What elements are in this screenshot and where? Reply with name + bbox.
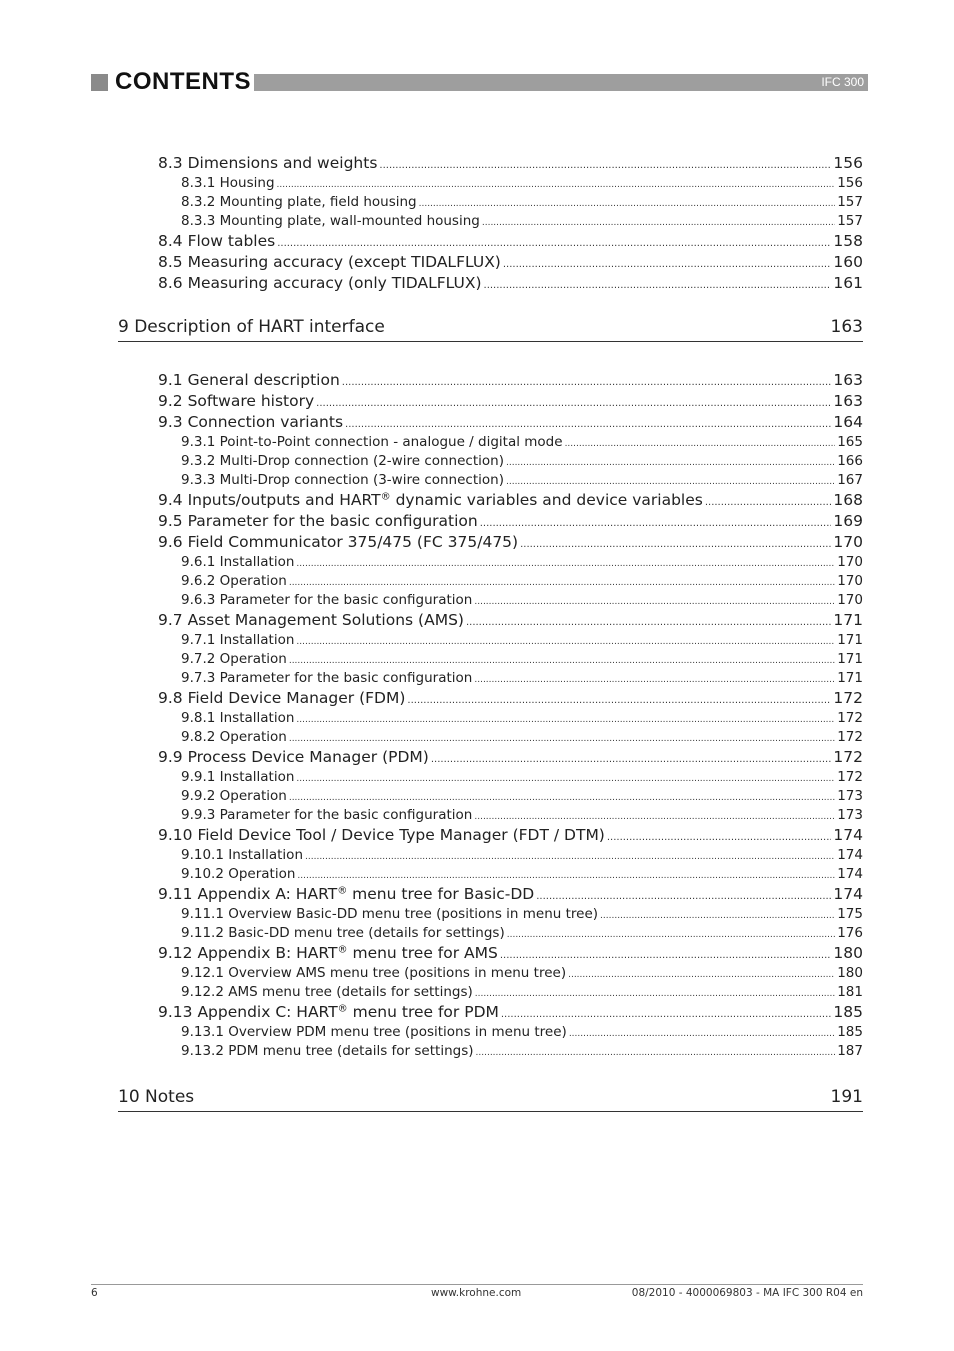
toc-page-number: 185 bbox=[833, 1003, 863, 1021]
toc-page-number: 166 bbox=[837, 453, 863, 469]
toc-entry-label bbox=[181, 728, 287, 747]
toc-entry-label bbox=[158, 747, 429, 768]
toc-subsection-entry[interactable] bbox=[181, 669, 863, 688]
toc-subsection-entry[interactable] bbox=[181, 709, 863, 728]
toc-entry-label bbox=[181, 174, 275, 193]
toc-subsection-entry[interactable] bbox=[181, 572, 863, 591]
toc-section-entry[interactable] bbox=[158, 688, 863, 709]
toc-page-number: 171 bbox=[837, 632, 863, 648]
toc-entry-text: 9.7 Asset Management Solutions (AMS) bbox=[158, 611, 464, 629]
toc-entry-text: 9.9.2 Operation bbox=[181, 788, 287, 804]
toc-section-entry[interactable] bbox=[158, 273, 863, 294]
toc-subsection-entry[interactable] bbox=[181, 212, 863, 231]
toc-section-entry[interactable] bbox=[158, 943, 863, 964]
footer-doc-ref: 08/2010 - 4000069803 - MA IFC 300 R04 en bbox=[631, 1287, 863, 1299]
toc-entry-text: 8.3.2 Mounting plate, field housing bbox=[181, 194, 417, 210]
toc-entry-text: 8.5 Measuring accuracy (except TIDALFLUX) bbox=[158, 253, 501, 271]
toc-subsection-entry[interactable] bbox=[181, 865, 863, 884]
toc-page-number: 174 bbox=[833, 885, 863, 903]
toc-entry-label bbox=[158, 370, 340, 391]
toc-entry-text: 9.13.2 PDM menu tree (details for settings) bbox=[181, 1043, 474, 1059]
toc-entry-label bbox=[181, 193, 417, 212]
toc-section-entry[interactable] bbox=[158, 412, 863, 433]
toc-entry-text: 9.7.2 Operation bbox=[181, 651, 287, 667]
toc-entry-text: 9.11.2 Basic-DD menu tree (details for settings) bbox=[181, 925, 505, 941]
toc-page-number: 172 bbox=[837, 729, 863, 745]
toc-entry-label bbox=[181, 591, 472, 610]
toc-entry-label bbox=[181, 212, 480, 231]
toc-page-number: 187 bbox=[837, 1043, 863, 1059]
toc-entry-text: 8.4 Flow tables bbox=[158, 232, 276, 250]
toc-entry-text: 9.6.1 Installation bbox=[181, 554, 295, 570]
toc-entry-text: 9.8 Field Device Manager (FDM) bbox=[158, 689, 406, 707]
footer-divider bbox=[91, 1284, 863, 1285]
toc-entry-text: 9.3.3 Multi-Drop connection (3-wire connection) bbox=[181, 472, 504, 488]
toc-entry-label bbox=[181, 964, 566, 983]
toc-subsection-entry[interactable] bbox=[181, 433, 863, 452]
toc-entry-label bbox=[181, 924, 505, 943]
toc-subsection-entry[interactable] bbox=[181, 768, 863, 787]
toc-entry-text: 9.12.1 Overview AMS menu tree (positions in menu tree) bbox=[181, 965, 567, 981]
toc-entry-label bbox=[181, 768, 294, 787]
chapter-title: 9 Description of HART interface bbox=[118, 317, 385, 337]
toc-subsection-entry[interactable] bbox=[181, 471, 863, 490]
toc-entry-text: 9.12 Appendix B: HART bbox=[158, 944, 338, 962]
toc-entry-text-continued: menu tree for AMS bbox=[347, 944, 498, 962]
toc-page-number: 157 bbox=[837, 194, 863, 210]
toc-entry-text: 9.6.2 Operation bbox=[181, 573, 287, 589]
dot-leader bbox=[501, 1004, 832, 1025]
toc-page-number: 172 bbox=[837, 710, 863, 726]
dot-leader bbox=[480, 513, 832, 534]
toc-entry-text: 8.6 Measuring accuracy (only TIDALFLUX) bbox=[158, 274, 482, 292]
toc-subsection-entry[interactable] bbox=[181, 924, 863, 943]
toc-entry-text: 9.13 Appendix C: HART bbox=[158, 1003, 338, 1021]
dot-leader bbox=[379, 155, 831, 176]
toc-entry-label bbox=[158, 610, 464, 631]
toc-entry-text: 9.12.2 AMS menu tree (details for settings) bbox=[181, 984, 473, 1000]
toc-page-number: 160 bbox=[833, 253, 863, 271]
toc-entry-text: 9.9.3 Parameter for the basic configuration bbox=[181, 807, 473, 823]
toc-entry-label bbox=[158, 412, 343, 433]
toc-entry-text: 9.10 Field Device Tool / Device Type Manager (FDT / DTM) bbox=[158, 826, 605, 844]
toc-section-entry[interactable] bbox=[158, 391, 863, 412]
toc-entry-label bbox=[181, 806, 472, 825]
toc-entry-text: 9.8.2 Operation bbox=[181, 729, 287, 745]
toc-page-number: 171 bbox=[837, 651, 863, 667]
toc-entry-text: 9.5 Parameter for the basic configuration bbox=[158, 512, 478, 530]
toc-entry-text: 9.8.1 Installation bbox=[181, 710, 295, 726]
toc-page-number: 169 bbox=[833, 512, 863, 530]
toc-entry-text: 9.11 Appendix A: HART bbox=[158, 885, 338, 903]
toc-entry-text: 9.6.3 Parameter for the basic configuration bbox=[181, 592, 473, 608]
toc-page-number: 180 bbox=[837, 965, 863, 981]
toc-entry-label bbox=[158, 490, 703, 511]
toc-page-number: 156 bbox=[837, 175, 863, 191]
toc-subsection-entry[interactable] bbox=[181, 905, 863, 924]
toc-subsection-entry[interactable] bbox=[181, 650, 863, 669]
toc-entry-label bbox=[158, 688, 405, 709]
toc-page-number: 174 bbox=[837, 866, 863, 882]
dot-leader bbox=[476, 1044, 836, 1063]
toc-section-entry[interactable] bbox=[158, 747, 863, 768]
toc-entry-label bbox=[158, 884, 534, 905]
toc-page-number: 174 bbox=[837, 847, 863, 863]
toc-subsection-entry[interactable] bbox=[181, 174, 863, 193]
toc-page-number: 156 bbox=[833, 154, 863, 172]
toc-page-number: 163 bbox=[833, 392, 863, 410]
toc-page-number: 181 bbox=[837, 984, 863, 1000]
dot-leader bbox=[316, 393, 831, 414]
toc-page-number: 175 bbox=[837, 906, 863, 922]
toc-entry-label bbox=[181, 709, 294, 728]
toc-entry-text: 9.3.2 Multi-Drop connection (2-wire connection) bbox=[181, 453, 504, 469]
toc-entry-label bbox=[158, 391, 314, 412]
registered-mark: ® bbox=[380, 491, 391, 503]
toc-entry-label bbox=[181, 787, 287, 806]
chapter-page: 191 bbox=[830, 1087, 863, 1107]
toc-subsection-entry[interactable] bbox=[181, 964, 863, 983]
toc-entry-label bbox=[181, 1023, 567, 1042]
toc-page-number: 173 bbox=[837, 807, 863, 823]
toc-entry-text: 8.3.1 Housing bbox=[181, 175, 275, 191]
dot-leader bbox=[503, 254, 832, 275]
toc-page-number: 170 bbox=[837, 573, 863, 589]
toc-entry-label bbox=[181, 553, 294, 572]
toc-entry-label bbox=[158, 943, 498, 964]
chapter-heading[interactable] bbox=[118, 315, 863, 342]
dot-leader bbox=[345, 414, 831, 435]
registered-mark: ® bbox=[337, 944, 348, 956]
dot-leader bbox=[407, 690, 831, 711]
toc-page-number: 171 bbox=[837, 670, 863, 686]
toc-entry-text: 9.11.1 Overview Basic-DD menu tree (positions in menu tree) bbox=[181, 906, 599, 922]
toc-page-number: 161 bbox=[833, 274, 863, 292]
toc-entry-label bbox=[158, 1002, 499, 1023]
dot-leader bbox=[607, 827, 832, 848]
toc-entry-text: 9.1 General description bbox=[158, 371, 340, 389]
toc-page-number: 163 bbox=[833, 371, 863, 389]
toc-entry-text: 9.4 Inputs/outputs and HART bbox=[158, 491, 381, 509]
toc-entry-label bbox=[181, 1042, 474, 1061]
toc-entry-text: 9.9.1 Installation bbox=[181, 769, 295, 785]
toc-page-number: 167 bbox=[837, 472, 863, 488]
dot-leader bbox=[466, 612, 831, 633]
toc-subsection-entry[interactable] bbox=[181, 806, 863, 825]
dot-leader bbox=[705, 492, 832, 513]
toc-page-number: 165 bbox=[837, 434, 863, 450]
toc-section-entry[interactable] bbox=[158, 252, 863, 273]
toc-entry-label bbox=[181, 846, 303, 865]
product-name: IFC 300 bbox=[821, 75, 864, 89]
toc-page-number: 172 bbox=[833, 748, 863, 766]
toc-section-entry[interactable] bbox=[158, 610, 863, 631]
toc-entry-text: 8.3 Dimensions and weights bbox=[158, 154, 378, 172]
toc-page-number: 172 bbox=[837, 769, 863, 785]
toc-section-entry[interactable] bbox=[158, 532, 863, 553]
registered-mark: ® bbox=[337, 1003, 348, 1015]
toc-entry-text: 9.7.1 Installation bbox=[181, 632, 295, 648]
toc-entry-text: 9.9 Process Device Manager (PDM) bbox=[158, 748, 429, 766]
toc-entry-text-continued: menu tree for Basic-DD bbox=[347, 885, 535, 903]
toc-subsection-entry[interactable] bbox=[181, 1023, 863, 1042]
chapter-title: 10 Notes bbox=[118, 1087, 195, 1107]
toc-entry-label bbox=[158, 231, 275, 252]
toc-entry-label bbox=[158, 252, 501, 273]
dot-leader bbox=[536, 886, 831, 907]
toc-subsection-entry[interactable] bbox=[181, 846, 863, 865]
toc-entry-label bbox=[181, 983, 473, 1002]
dot-leader bbox=[520, 534, 831, 555]
toc-entry-text: 9.6 Field Communicator 375/475 (FC 375/475) bbox=[158, 533, 519, 551]
toc-section-entry[interactable] bbox=[158, 884, 863, 905]
toc-entry-text-continued: menu tree for PDM bbox=[347, 1003, 499, 1021]
chapter-heading[interactable] bbox=[118, 1085, 863, 1112]
dot-leader bbox=[500, 945, 832, 966]
toc-entry-label bbox=[181, 905, 598, 924]
toc-page-number: 170 bbox=[837, 592, 863, 608]
toc-subsection-entry[interactable] bbox=[181, 553, 863, 572]
toc-entry-text: 9.3 Connection variants bbox=[158, 413, 344, 431]
registered-mark: ® bbox=[337, 885, 348, 897]
toc-section-entry[interactable] bbox=[158, 825, 863, 846]
toc-subsection-entry[interactable] bbox=[181, 728, 863, 747]
dot-leader bbox=[342, 372, 832, 393]
dot-leader bbox=[431, 749, 832, 770]
toc-entry-label bbox=[158, 825, 605, 846]
toc-page-number: 157 bbox=[837, 213, 863, 229]
toc-entry-label bbox=[181, 650, 287, 669]
toc-entry-text: 9.7.3 Parameter for the basic configuration bbox=[181, 670, 473, 686]
toc-page-number: 170 bbox=[833, 533, 863, 551]
toc-subsection-entry[interactable] bbox=[181, 631, 863, 650]
toc-entry-text: 9.3.1 Point-to-Point connection - analogue / digital mode bbox=[181, 434, 563, 450]
chapter-page: 163 bbox=[830, 317, 863, 337]
toc-entry-text-continued: dynamic variables and device variables bbox=[390, 491, 703, 509]
toc-section-entry[interactable] bbox=[158, 511, 863, 532]
toc-entry-label bbox=[181, 471, 504, 490]
toc-section-entry[interactable] bbox=[158, 370, 863, 391]
toc-page-number: 171 bbox=[833, 611, 863, 629]
toc-page-number: 170 bbox=[837, 554, 863, 570]
toc-page-number: 185 bbox=[837, 1024, 863, 1040]
toc-entry-label bbox=[181, 452, 504, 471]
toc-page-number: 174 bbox=[833, 826, 863, 844]
toc-entry-label bbox=[181, 572, 287, 591]
toc-entry-text: 9.2 Software history bbox=[158, 392, 315, 410]
toc-entry-text: 8.3.3 Mounting plate, wall-mounted housing bbox=[181, 213, 480, 229]
toc-entry-label bbox=[158, 273, 482, 294]
toc-section-entry[interactable] bbox=[158, 153, 863, 174]
toc-page-number: 173 bbox=[837, 788, 863, 804]
toc-section-entry[interactable] bbox=[158, 1002, 863, 1023]
dot-leader bbox=[484, 275, 832, 296]
toc-page-number: 158 bbox=[833, 232, 863, 250]
toc-subsection-entry[interactable] bbox=[181, 983, 863, 1002]
toc-subsection-entry[interactable] bbox=[181, 787, 863, 806]
footer-page-number: 6 bbox=[91, 1287, 98, 1299]
toc-subsection-entry[interactable] bbox=[181, 193, 863, 212]
toc-entry-text: 9.10.1 Installation bbox=[181, 847, 304, 863]
page-title: CONTENTS bbox=[115, 68, 251, 95]
toc-page-number: 164 bbox=[833, 413, 863, 431]
toc-entry-label bbox=[181, 865, 295, 884]
toc-entry-label bbox=[158, 511, 478, 532]
toc-entry-label bbox=[158, 153, 377, 174]
toc-entry-text: 9.10.2 Operation bbox=[181, 866, 296, 882]
toc-entry-label bbox=[181, 631, 294, 650]
toc-entry-label bbox=[181, 669, 472, 688]
toc-page-number: 172 bbox=[833, 689, 863, 707]
dot-leader bbox=[277, 233, 831, 254]
toc-entry-label bbox=[181, 433, 563, 452]
toc-section-entry[interactable] bbox=[158, 490, 863, 511]
toc-page-number: 168 bbox=[833, 491, 863, 509]
toc-entry-text: 9.13.1 Overview PDM menu tree (positions in menu tree) bbox=[181, 1024, 567, 1040]
toc-section-entry[interactable] bbox=[158, 231, 863, 252]
toc-subsection-entry[interactable] bbox=[181, 591, 863, 610]
toc-page-number: 176 bbox=[837, 925, 863, 941]
toc-page-number: 180 bbox=[833, 944, 863, 962]
footer-website[interactable]: www.krohne.com bbox=[431, 1287, 522, 1299]
toc-subsection-entry[interactable] bbox=[181, 1042, 863, 1061]
toc-entry-label bbox=[158, 532, 518, 553]
toc-subsection-entry[interactable] bbox=[181, 452, 863, 471]
